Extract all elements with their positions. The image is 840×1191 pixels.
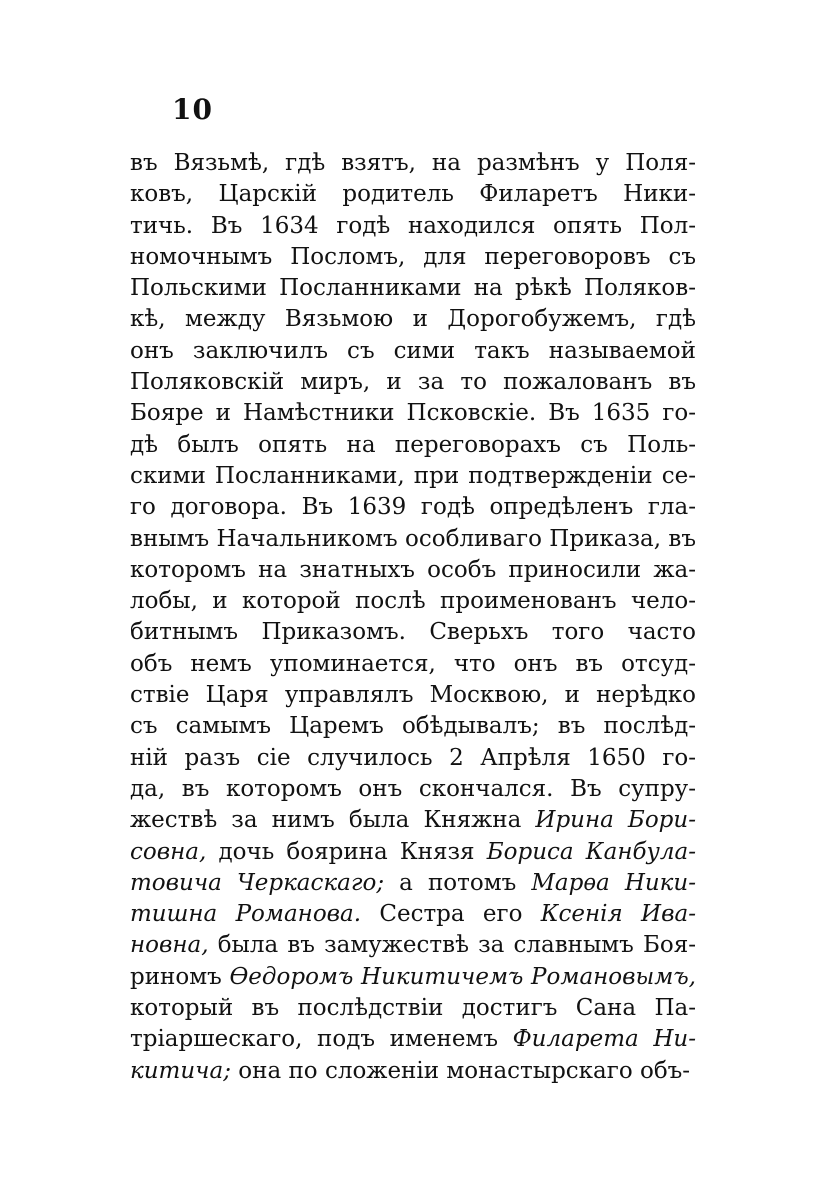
text-line (130, 430, 696, 461)
text-segment: Поляковскій миръ, и за то пожалованъ въ (130, 369, 696, 396)
text-segment: а потомъ (384, 869, 532, 896)
page-number: 10 (172, 93, 213, 126)
text-line (130, 617, 696, 648)
text-line (130, 148, 696, 179)
italic-text-segment: Марѳа Ники- (531, 869, 697, 896)
text-segment: Бояре и Намѣстники Псковскіе. Въ 1635 го- (130, 400, 696, 427)
text-segment: дѣ былъ опять на переговорахъ съ Поль- (130, 431, 696, 458)
text-segment: онъ заключилъ съ сими такъ называемой (130, 337, 696, 364)
text-line (130, 304, 696, 335)
italic-text-segment: Ѳедоромъ Никитичемъ Романовымъ, (229, 963, 696, 990)
text-segment: была въ замужествѣ за славнымъ Боя- (208, 932, 696, 959)
text-segment: Сестра его (361, 901, 541, 928)
text-line (130, 492, 696, 523)
text-line (130, 930, 696, 961)
italic-text-segment: тишна Романова. (130, 901, 362, 928)
text-line (130, 993, 696, 1024)
text-segment: го договора. Въ 1639 годѣ опредѣленъ гла- (130, 494, 696, 521)
italic-text-segment: Ксенія Ива- (540, 901, 696, 928)
text-line (130, 868, 696, 899)
text-segment: тичь. Въ 1634 годѣ находился опять Пол- (130, 212, 696, 239)
text-line (130, 805, 696, 836)
text-segment: съ самымъ Царемъ обѣдывалъ; въ послѣд- (130, 713, 696, 740)
text-line (130, 743, 696, 774)
body-text (130, 148, 696, 1087)
text-line (130, 962, 696, 993)
text-segment: риномъ (130, 963, 230, 990)
text-segment: лобы, и которой послѣ проименованъ чело- (130, 588, 696, 615)
italic-text-segment: Филарета Ни- (512, 1026, 696, 1053)
text-line (130, 336, 696, 367)
text-segment: который въ послѣдствіи достигъ Сана Па- (130, 995, 696, 1022)
text-line (130, 837, 696, 868)
italic-text-segment: китича; (130, 1057, 231, 1084)
text-line (130, 461, 696, 492)
text-line (130, 524, 696, 555)
italic-text-segment: новна, (130, 932, 209, 959)
text-segment: кѣ, между Вязьмою и Дорогобужемъ, гдѣ (130, 306, 696, 333)
italic-text-segment: товича Черкаскаго; (130, 869, 385, 896)
text-line (130, 1024, 696, 1055)
text-line (130, 242, 696, 273)
text-line (130, 1056, 696, 1087)
text-segment: жествѣ за нимъ была Княжна (130, 807, 536, 834)
text-line (130, 680, 696, 711)
text-line (130, 179, 696, 210)
text-line (130, 774, 696, 805)
text-segment: она по сложеніи монастырскаго объ- (230, 1057, 691, 1084)
italic-text-segment: совна, (130, 838, 207, 865)
text-segment: въ Вязьмѣ, гдѣ взятъ, на размѣнъ у Поля- (130, 150, 696, 176)
text-segment: ковъ, Царскій родитель Филаретъ Ники- (130, 181, 696, 208)
text-segment: ствіе Царя управлялъ Москвою, и нерѣдко (130, 682, 696, 709)
text-segment: дочь боярина Князя (206, 838, 487, 865)
text-line (130, 398, 696, 429)
text-segment: битнымъ Приказомъ. Сверьхъ того часто (130, 619, 696, 646)
text-segment: ній разъ сіе случилось 2 Апрѣля 1650 го- (130, 744, 696, 771)
text-segment: скими Посланниками, при подтвержденіи се- (130, 462, 696, 489)
text-line (130, 211, 696, 242)
italic-text-segment: Бориса Канбула- (486, 838, 696, 865)
text-line (130, 899, 696, 930)
italic-text-segment: Ирина Бори- (535, 807, 696, 834)
text-segment: которомъ на знатныхъ особъ приносили жа- (130, 556, 696, 583)
text-line (130, 555, 696, 586)
text-segment: объ немъ упоминается, что онъ въ отсуд- (130, 650, 696, 677)
text-line (130, 649, 696, 680)
text-line (130, 586, 696, 617)
text-line (130, 367, 696, 398)
text-segment: внымъ Начальникомъ особливаго Приказа, въ (130, 525, 696, 552)
text-segment: Польскими Посланниками на рѣкѣ Поляков- (130, 275, 696, 302)
text-line (130, 273, 696, 304)
text-segment: номочнымъ Посломъ, для переговоровъ съ (130, 243, 696, 270)
text-line (130, 711, 696, 742)
text-segment: тріаршескаго, подъ именемъ (130, 1026, 513, 1053)
text-segment: да, въ которомъ онъ скончался. Въ супру- (130, 775, 696, 802)
